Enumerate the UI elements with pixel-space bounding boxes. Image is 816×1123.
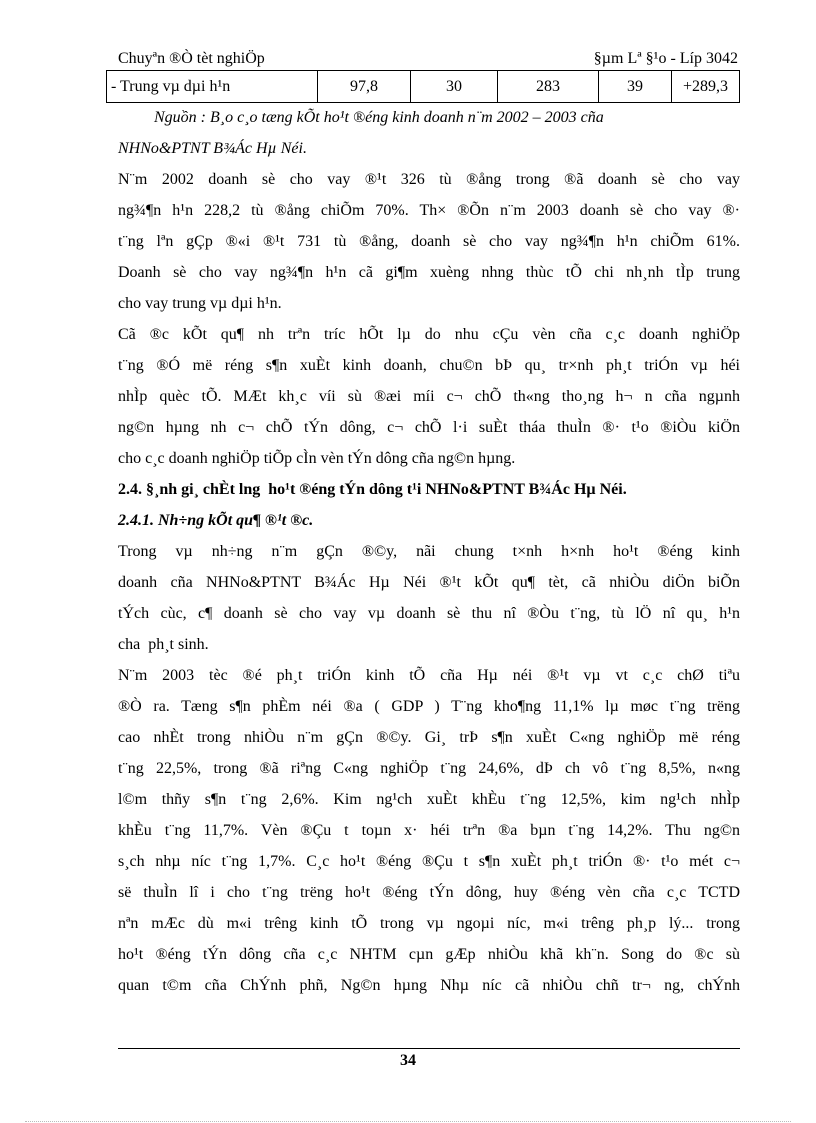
paragraph-line: së thuÌn lî i cho t¨ng trëng ho¹t ®éng tÝn dông, huy ®éng vèn cña c¸c TCTD	[118, 884, 740, 901]
paragraph-line: khÈu t¨ng 11,7%. Vèn ®Çu t toµn x· héi trªn ®a bµn t¨ng 14,2%. Thu ng©n	[118, 822, 740, 839]
paragraph-line: Cã ®c kÕt qu¶ nh trªn tríc hÕt lµ do nhu cÇu vèn cña c¸c doanh nghiÖp	[118, 326, 740, 343]
paragraph-line: t¨ng lªn gÇp ®«i ®¹t 731 tù ®ång, doanh sè cho vay ng¾¶n h¹n chiÕm 61%.	[118, 233, 740, 250]
paragraph-line: s¸ch nhµ níc t¨ng 1,7%. C¸c ho¹t ®éng ®Çu t s¶n xuÈt ph¸t triÓn ®· t¹o mét c¬	[118, 853, 740, 870]
paragraph-line: nhÌp quèc tÕ. MÆt kh¸c víi sù ®æi míi c¬ chÕ th«ng tho¸ng h¬ n cña ngµnh	[118, 388, 740, 405]
paragraph-line: ho¹t ®éng tÝn dông cña c¸c NHTM cµn gÆp nhiÒu khã kh¨n. Song do ®c sù	[118, 946, 740, 963]
paragraph-line: ®Ò ra. Tæng s¶n phÈm néi ®a ( GDP ) T¨ng kho¶ng 11,1% lµ møc t¨ng trëng	[118, 698, 740, 715]
paragraph-line: Doanh sè cho vay ng¾¶n h¹n cã gi¶m xuèng nhng thùc tÕ chi nh¸nh tÌp trung	[118, 264, 740, 281]
table-cell-label: - Trung vµ dµi h¹n	[107, 71, 318, 103]
paragraph-line: cho vay trung vµ dµi h¹n.	[118, 295, 282, 312]
paragraph-line: ng©n hµng nh c¬ chÕ tÝn dông, c¬ chÕ l·i suÈt tháa thuÌn ®· t¹o ®iÒu kiÖn	[118, 419, 740, 436]
page-header	[118, 50, 738, 72]
source-note: Nguồn : B¸o c¸o tæng kÕt ho¹t ®éng kinh doanh n¨m 2002 – 2003 cña	[118, 109, 604, 126]
paragraph-line: N¨m 2002 doanh sè cho vay ®¹t 326 tù ®ång trong ®ã doanh sè cho vay	[118, 171, 740, 188]
section-heading: 2.4. §¸nh gi¸ chÈt lng ho¹t ®éng tÝn dông t¹i NHNo&PTNT B¾Ác Hµ Néi.	[118, 481, 627, 498]
page-number: 34	[400, 1052, 416, 1069]
paragraph-line: quan t©m cña ChÝnh phñ, Ng©n hµng Nhµ níc cã nhiÒu chñ tr¬ ng, chÝnh	[118, 977, 740, 994]
data-table	[106, 70, 740, 103]
table-cell: 283	[498, 71, 599, 103]
paragraph-line: N¨m 2003 tèc ®é ph¸t triÓn kinh tÕ cña Hµ néi ®¹t vµ vt c¸c chØ tiªu	[118, 667, 740, 684]
table-cell: 97,8	[318, 71, 411, 103]
table-cell: 39	[599, 71, 672, 103]
page-bottom-divider	[25, 1121, 791, 1122]
paragraph-line: ng¾¶n h¹n 228,2 tù ®ång chiÕm 70%. Th× ®Õn n¨m 2003 doanh sè cho vay ®·	[118, 202, 740, 219]
header-right-author: §µm Lª §¹o - Líp 3042	[593, 50, 738, 67]
paragraph-line: Trong vµ nh÷ng n¨m gÇn ®©y, nãi chung t×nh h×nh ho¹t ®éng kinh	[118, 543, 740, 560]
body-text	[118, 102, 740, 1001]
paragraph-line: doanh cña NHNo&PTNT B¾Ác Hµ Néi ®¹t kÕt qu¶ tèt, cã nhiÒu diÖn biÕn	[118, 574, 740, 591]
paragraph-line: t¨ng ®Ó më réng s¶n xuÈt kinh doanh, chu©n bÞ qu¸ tr×nh ph¸t triÓn vµ héi	[118, 357, 740, 374]
paragraph-line: cao nhÈt trong nhiÒu n¨m gÇn ®©y. Gi¸ trÞ s¶n xuÈt C«ng nghiÖp më réng	[118, 729, 740, 746]
paragraph-line: l©m thñy s¶n t¨ng 2,6%. Kim ng¹ch xuÈt khÈu t¨ng 12,5%, kim ng¹ch nhÌp	[118, 791, 740, 808]
paragraph-line: nªn mÆc dù m«i trêng kinh tÕ trong vµ ngoµi níc, m«i trêng ph¸p lý... trong	[118, 915, 740, 932]
table-row	[107, 71, 740, 103]
table-cell: +289,3	[672, 71, 740, 103]
footer-divider	[118, 1048, 740, 1049]
source-note: NHNo&PTNT B¾Ác Hµ Néi.	[118, 140, 307, 157]
subsection-heading: 2.4.1. Nh÷ng kÕt qu¶ ®¹t ®c.	[118, 512, 314, 529]
paragraph-line: t¨ng 22,5%, trong ®ã riªng C«ng nghiÖp t¨ng 24,6%, dÞ ch vô t¨ng 8,5%, n«ng	[118, 760, 740, 777]
paragraph-line: cha ph¸t sinh.	[118, 636, 209, 653]
paragraph-line: tÝch cùc, c¶ doanh sè cho vay vµ doanh sè thu nî ®Òu t¨ng, tù lÖ nî qu¸ h¹n	[118, 605, 740, 622]
paragraph-line: cho c¸c doanh nghiÖp tiÕp cÌn vèn tÝn dông cña ng©n hµng.	[118, 450, 516, 467]
table-cell: 30	[411, 71, 498, 103]
header-left-title: Chuyªn ®Ò tèt nghiÖp	[118, 50, 265, 67]
